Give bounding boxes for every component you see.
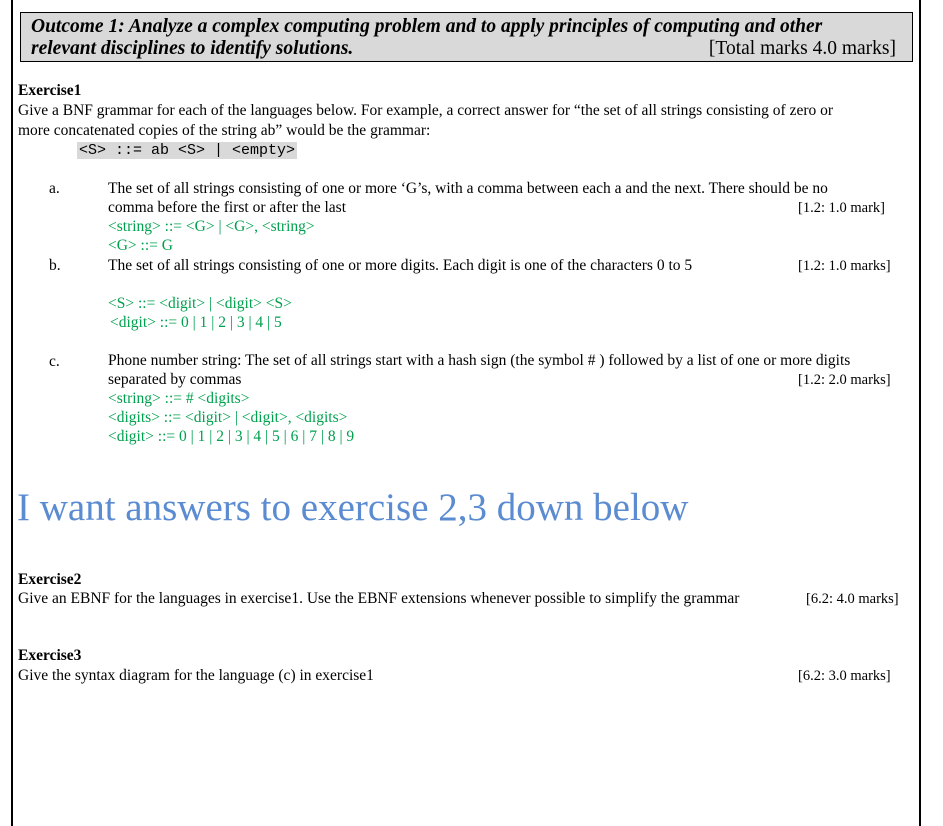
item-c-answer1: <string> ::= # <digits>: [108, 390, 250, 407]
item-c-label: c.: [49, 353, 60, 370]
item-b-label: b.: [49, 257, 61, 274]
exercise1-title: Exercise1: [18, 82, 82, 99]
item-b-line1: The set of all strings consisting of one or more digits. Each digit is one of the characters 0 to 5: [108, 257, 693, 274]
item-a-answer2: <G> ::= G: [108, 237, 173, 254]
item-b-answer1: <S> ::= <digit> | <digit> <S>: [108, 295, 292, 312]
exercise3-title: Exercise3: [18, 647, 82, 664]
outcome-title-line1: Outcome 1: Analyze a complex computing problem and to apply principles of computing and other: [31, 16, 823, 37]
item-c-answer3: <digit> ::= 0 | 1 | 2 | 3 | 4 | 5 | 6 | 7 | 8 | 9: [108, 428, 355, 445]
outcome-box: [20, 12, 913, 62]
item-a-marks: [1.2: 1.0 mark]: [798, 200, 885, 216]
item-a-line1: The set of all strings consisting of one or more ‘G’s, with a comma between each a and the next. There should be no: [108, 180, 828, 197]
item-a-label: a.: [49, 180, 60, 197]
exercise2-desc: Give an EBNF for the languages in exercise1. Use the EBNF extensions whenever possible to simplify the grammar: [18, 590, 740, 607]
exercise1-desc-line1: Give a BNF grammar for each of the languages below. For example, a correct answer for “the set of all strings consisting of zero or: [18, 102, 834, 119]
outcome-title-line2: relevant disciplines to identify solutions.: [31, 38, 354, 59]
item-b-answer2: <digit> ::= 0 | 1 | 2 | 3 | 4 | 5: [110, 314, 282, 331]
exercise2-marks: [6.2: 4.0 marks]: [806, 591, 899, 607]
item-c-line1: Phone number string: The set of all strings start with a hash sign (the symbol # ) followed by a list of one or more digits: [108, 352, 851, 369]
item-a-answer1: <string> ::= <G> | <G>, <string>: [108, 218, 315, 235]
outcome-total-marks: [Total marks 4.0 marks]: [708, 38, 896, 59]
exercise2-title: Exercise2: [18, 571, 82, 588]
exercise3-desc: Give the syntax diagram for the language (c) in exercise1: [18, 667, 374, 684]
item-b-marks: [1.2: 1.0 marks]: [798, 258, 891, 274]
item-c-line2: separated by commas: [108, 371, 242, 388]
item-c-answer2: <digits> ::= <digit> | <digit>, <digits>: [108, 409, 348, 426]
exercise1-example-grammar: <S> ::= ab <S> | <empty>: [79, 142, 296, 159]
item-c-marks: [1.2: 2.0 marks]: [798, 372, 891, 388]
item-a-line2: comma before the first or after the last: [108, 199, 346, 216]
exercise1-desc-line2: more concatenated copies of the string ab” would be the grammar:: [18, 122, 431, 139]
request-heading: I want answers to exercise 2,3 down below: [17, 486, 689, 529]
exercise3-marks: [6.2: 3.0 marks]: [798, 668, 891, 684]
